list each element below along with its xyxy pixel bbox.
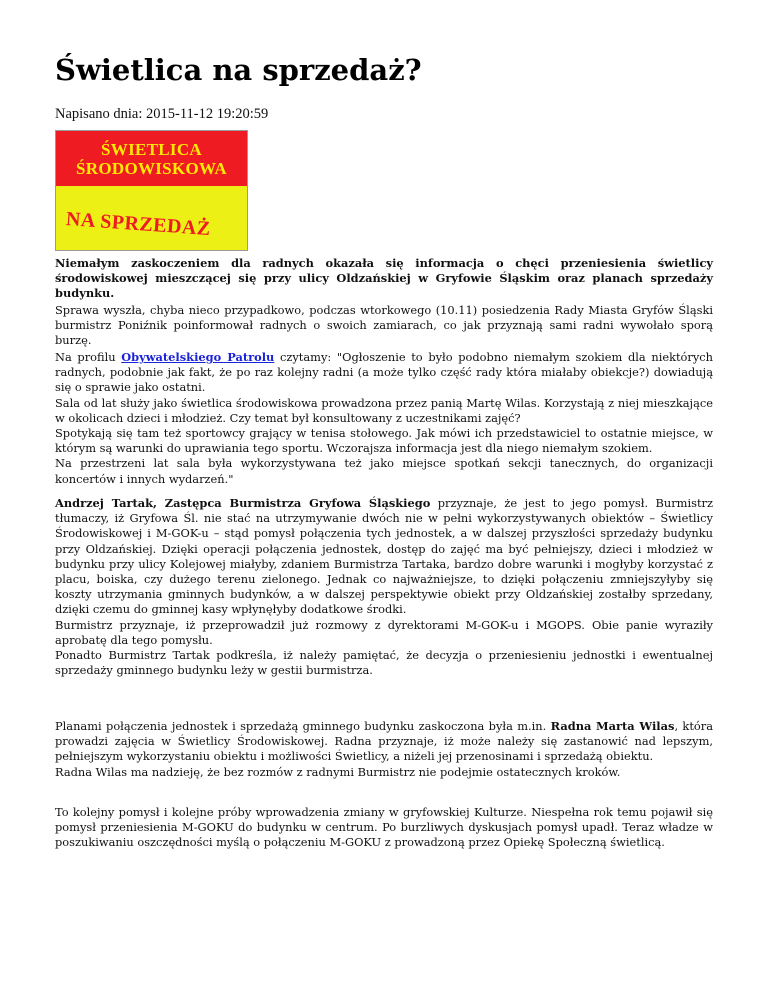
paragraph-2-line-3: Spotykają się tam też sportowcy grający w tenisa stołowego. Jak mówi ich przedstawiciel to ostatnie miejsce, w którym są warunki do uprawiania tego sportu. Wczorajsza informacja jest dla niego niemałym szokiem.	[55, 426, 713, 456]
publish-date: Napisano dnia: 2015-11-12 19:20:59	[55, 106, 269, 122]
banner-sale-text: NA SPRZEDAŻ	[65, 208, 212, 241]
paragraph-2-line-1	[55, 350, 713, 396]
paragraph-4-line-1	[55, 719, 713, 765]
paragraph-4-text: , która prowadzi zajęcia w Świetlicy Środowiskowej. Radna przyznaje, iż może należy się zastanowić nad lepszym, pełniejszym wykorzystaniu obiektu i możliwości Świetlicy, a niżeli jej przenosinami i sprzedażą obiektu.	[55, 719, 713, 764]
paragraph-3-line-2: Burmistrz przyznaje, iż przeprowadził już rozmowy z dyrektorami M-GOK-u i MGOPS. Obie panie wyraziły aprobatę dla tego pomysłu.	[55, 617, 713, 647]
councillor-name: Radna Marta Wilas	[550, 719, 675, 733]
banner-red-panel	[56, 131, 247, 186]
banner-yellow-panel	[56, 186, 247, 250]
paragraph-3-line-3: Ponadto Burmistrz Tartak podkreśla, iż należy pamiętać, że decyzja o przeniesieniu jednostki i ewentualnej sprzedaży gminnego budynku leży w gestii burmistrza.	[55, 648, 713, 678]
obywatelski-patrol-link[interactable]: Obywatelskiego Patrolu	[121, 350, 275, 364]
paragraph-4-line-2: Radna Wilas ma nadzieję, że bez rozmów z radnymi Burmistrz nie podejmie ostatecznych kroków.	[55, 764, 621, 779]
paragraph-4-prefix: Planami połączenia jednostek i sprzedażą gminnego budynku zaskoczona była m.in.	[55, 719, 551, 733]
paragraph-5: To kolejny pomysł i kolejne próby wprowadzenia zmiany w gryfowskiej Kulturze. Niespełna rok temu pojawił się pomysł przeniesienia M-GOKU do budynku w centrum. Po burzliwych dyskusjach pomysł upadł. Teraz władze w poszukiwaniu oszczędności myślą o połączeniu M-GOKU z prowadzoną przez Opiekę Społeczną świetlicą.	[55, 805, 713, 850]
paragraph-2-line-4: Na przestrzeni lat sala była wykorzystywana też jako miejsce spotkań sekcji tanecznych, do organizacji koncertów i innych wydarzeń."	[55, 456, 713, 486]
paragraph-4	[55, 719, 713, 780]
article-banner-image	[55, 130, 248, 251]
person-name: Andrzej Tartak, Zastępca Burmistrza Gryfowa Śląskiego	[55, 496, 431, 510]
paragraph-2	[55, 350, 713, 487]
paragraph-1: Sprawa wyszła, chyba nieco przypadkowo, podczas wtorkowego (10.11) posiedzenia Rady Miasta Gryfów Śląski burmistrz Poniźnik poinformował radnych o swoich zamiarach, co jak przyznają sami radni wywołało sporą burzę.	[55, 303, 713, 348]
paragraph-2-line-2: Sala od lat służy jako świetlica środowiskowa prowadzona przez panią Martę Wilas. Korzystają z niej mieszkające w okolicach dzieci i młodzież. Czy temat był konsultowany z uczestnikami zajęć?	[55, 395, 713, 425]
lead-paragraph: Niemałym zaskoczeniem dla radnych okazała się informacja o chęci przeniesienia świetlicy środowiskowej mieszczącej się przy ulicy Oldzańskiej w Gryfowie Śląskim oraz planach sprzedaży budynku.	[55, 256, 713, 301]
quote-start: czytamy: "Ogłoszenie to było podobno niemałym szokiem dla niektórych radnych, podobnie jak fakt, że po raz kolejny radni (a może tylko część rady która miałaby obiekcje?) dowiadują się o sprawie jako ostatni.	[55, 350, 714, 395]
paragraph-3-line-1	[55, 496, 713, 618]
text-prefix: Na profilu	[55, 350, 122, 364]
page-title: Świetlica na sprzedaż?	[55, 53, 422, 87]
banner-line-2: ŚRODOWISKOWA	[76, 158, 227, 178]
paragraph-3	[55, 496, 713, 678]
paragraph-3-text: przyznaje, że jest to jego pomysł. Burmistrz tłumaczy, iż Gryfowa Śl. nie stać na utrzymywanie dwóch nie w pełni wykorzystywanych obiektów – Świetlicy Środowiskowej i M-GOK-u – stąd pomysł połączenia tych jednostek, a w dalszej przyszłości sprzedaży budynku przy Oldzańskiej. Dzięki operacji połączenia jednostek, dostęp do zajęć ma być pełniejszy, dzieci i młodzież w budynku przy ulicy Kolejowej miałyby, zdaniem Burmistrza Tartaka, bardzo dobre warunki i mogłyby korzystać z placu, boiska, czy dużego terenu zielonego. Jednak co najważniejsze, to dzięki połączeniu zmniejszyłyby się koszty utrzymania gminnych budynków, a w dalszej perspektywie obiekt przy Oldzańskiej zostałby sprzedany, dzięki czemu do gminnej kasy wpłynęłyby dodatkowe środki.	[55, 496, 713, 617]
banner-line-1: ŚWIETLICA	[101, 139, 202, 159]
